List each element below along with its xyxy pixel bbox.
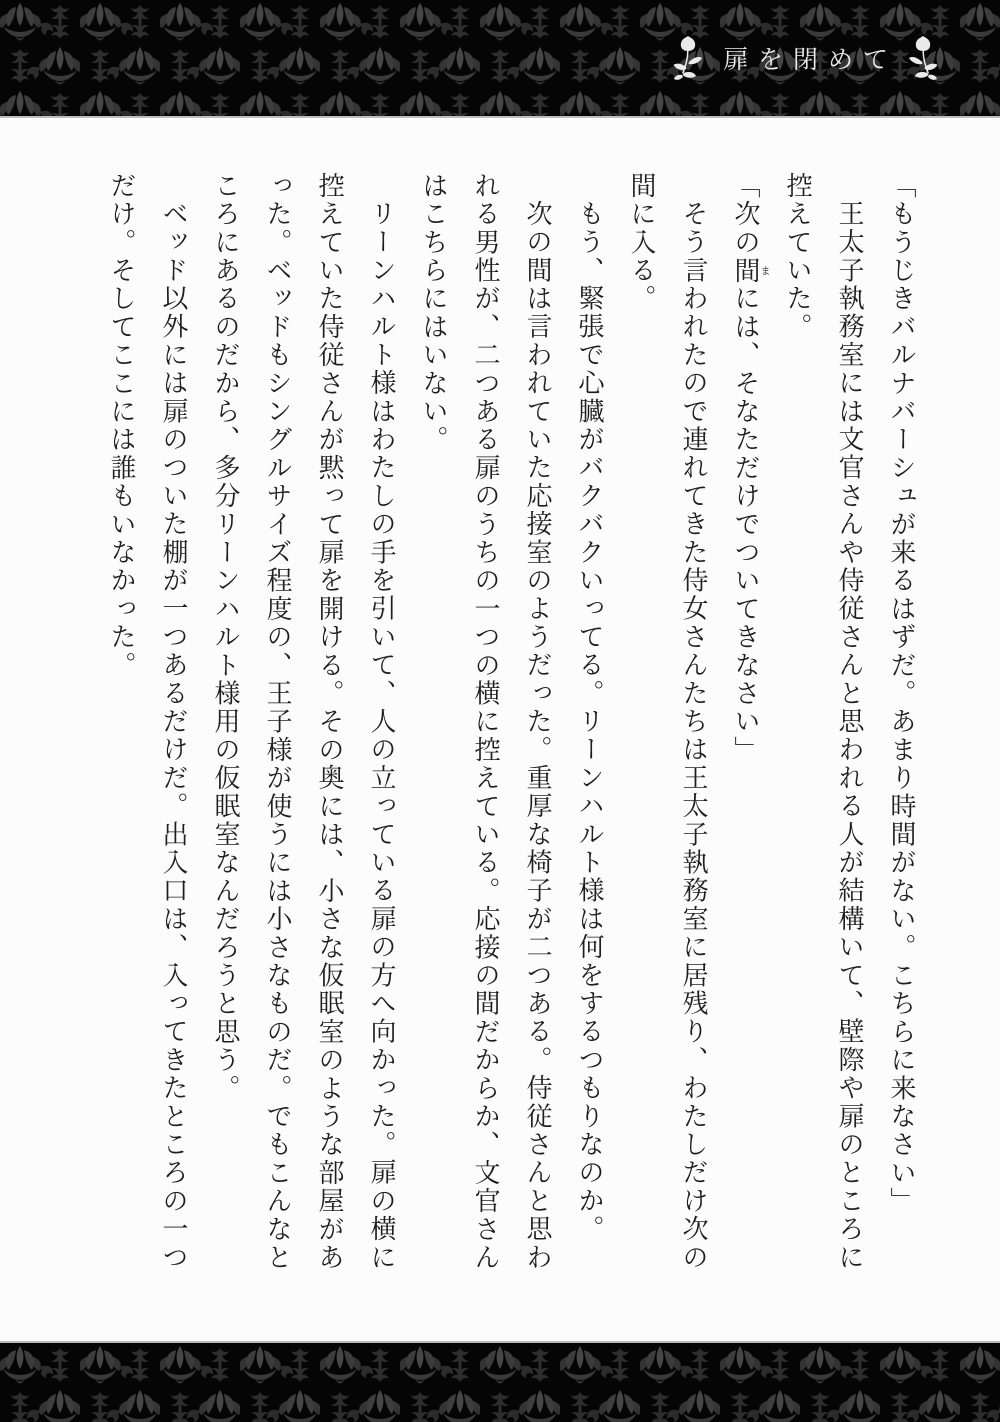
paragraph: 次の間は言われていた応接室のようだった。重厚な椅子が二つある。侍従さんと思われる男性が、二つある扉のうちの一つの横に控えている。応接の間だからか、文官さんはこちらにはいない。 — [419, 172, 552, 1272]
chapter-title: 扉を閉めて — [722, 47, 898, 74]
novel-text-body — [95, 172, 927, 1274]
chapter-title-block — [673, 0, 938, 116]
paragraph: 「次の間まには、そなただけでついてきなさい」 — [731, 172, 769, 765]
damask-pattern-bottom — [0, 1343, 1000, 1422]
paragraph: そう言われたので連れてきた侍女さんたちは王太子執務室に居残り、わたしだけ次の間に入る。 — [627, 172, 708, 1272]
paragraph: 「もうじきバルナバーシュが来るはずだ。あまり時間がない。こちらに来なさい」 — [887, 172, 916, 1216]
paragraph: 王太子執務室には文官さんや侍従さんと思われる人が結構いて、壁際や扉のところに控えていた。 — [783, 172, 864, 1272]
page-header — [0, 0, 1000, 118]
tulip-sprig-icon — [673, 34, 703, 82]
tulip-sprig-icon — [908, 34, 938, 82]
paragraph: ベッド以外には扉のついた棚が一つあるだけだ。出入口は、入ってきたところの一つだけ。そしてここには誰もいなかった。 — [107, 172, 188, 1272]
page-footer — [0, 1341, 1000, 1422]
paragraph: もう、緊張で心臓がバクバクいってる。リーンハルト様は何をするつもりなのか。 — [575, 200, 604, 1244]
paragraph: リーンハルト様はわたしの手を引いて、人の立っている扉の方へ向かった。扉の横に控えていた侍従さんが黙って扉を開ける。その奥には、小さな仮眠室のような部屋があった。ベッドもシングルサイズ程度の、王子様が使うには小さなものだ。でもこんなところにあるのだから、多分リーンハルト様用の仮眠室なんだろうと思う。 — [211, 172, 396, 1272]
